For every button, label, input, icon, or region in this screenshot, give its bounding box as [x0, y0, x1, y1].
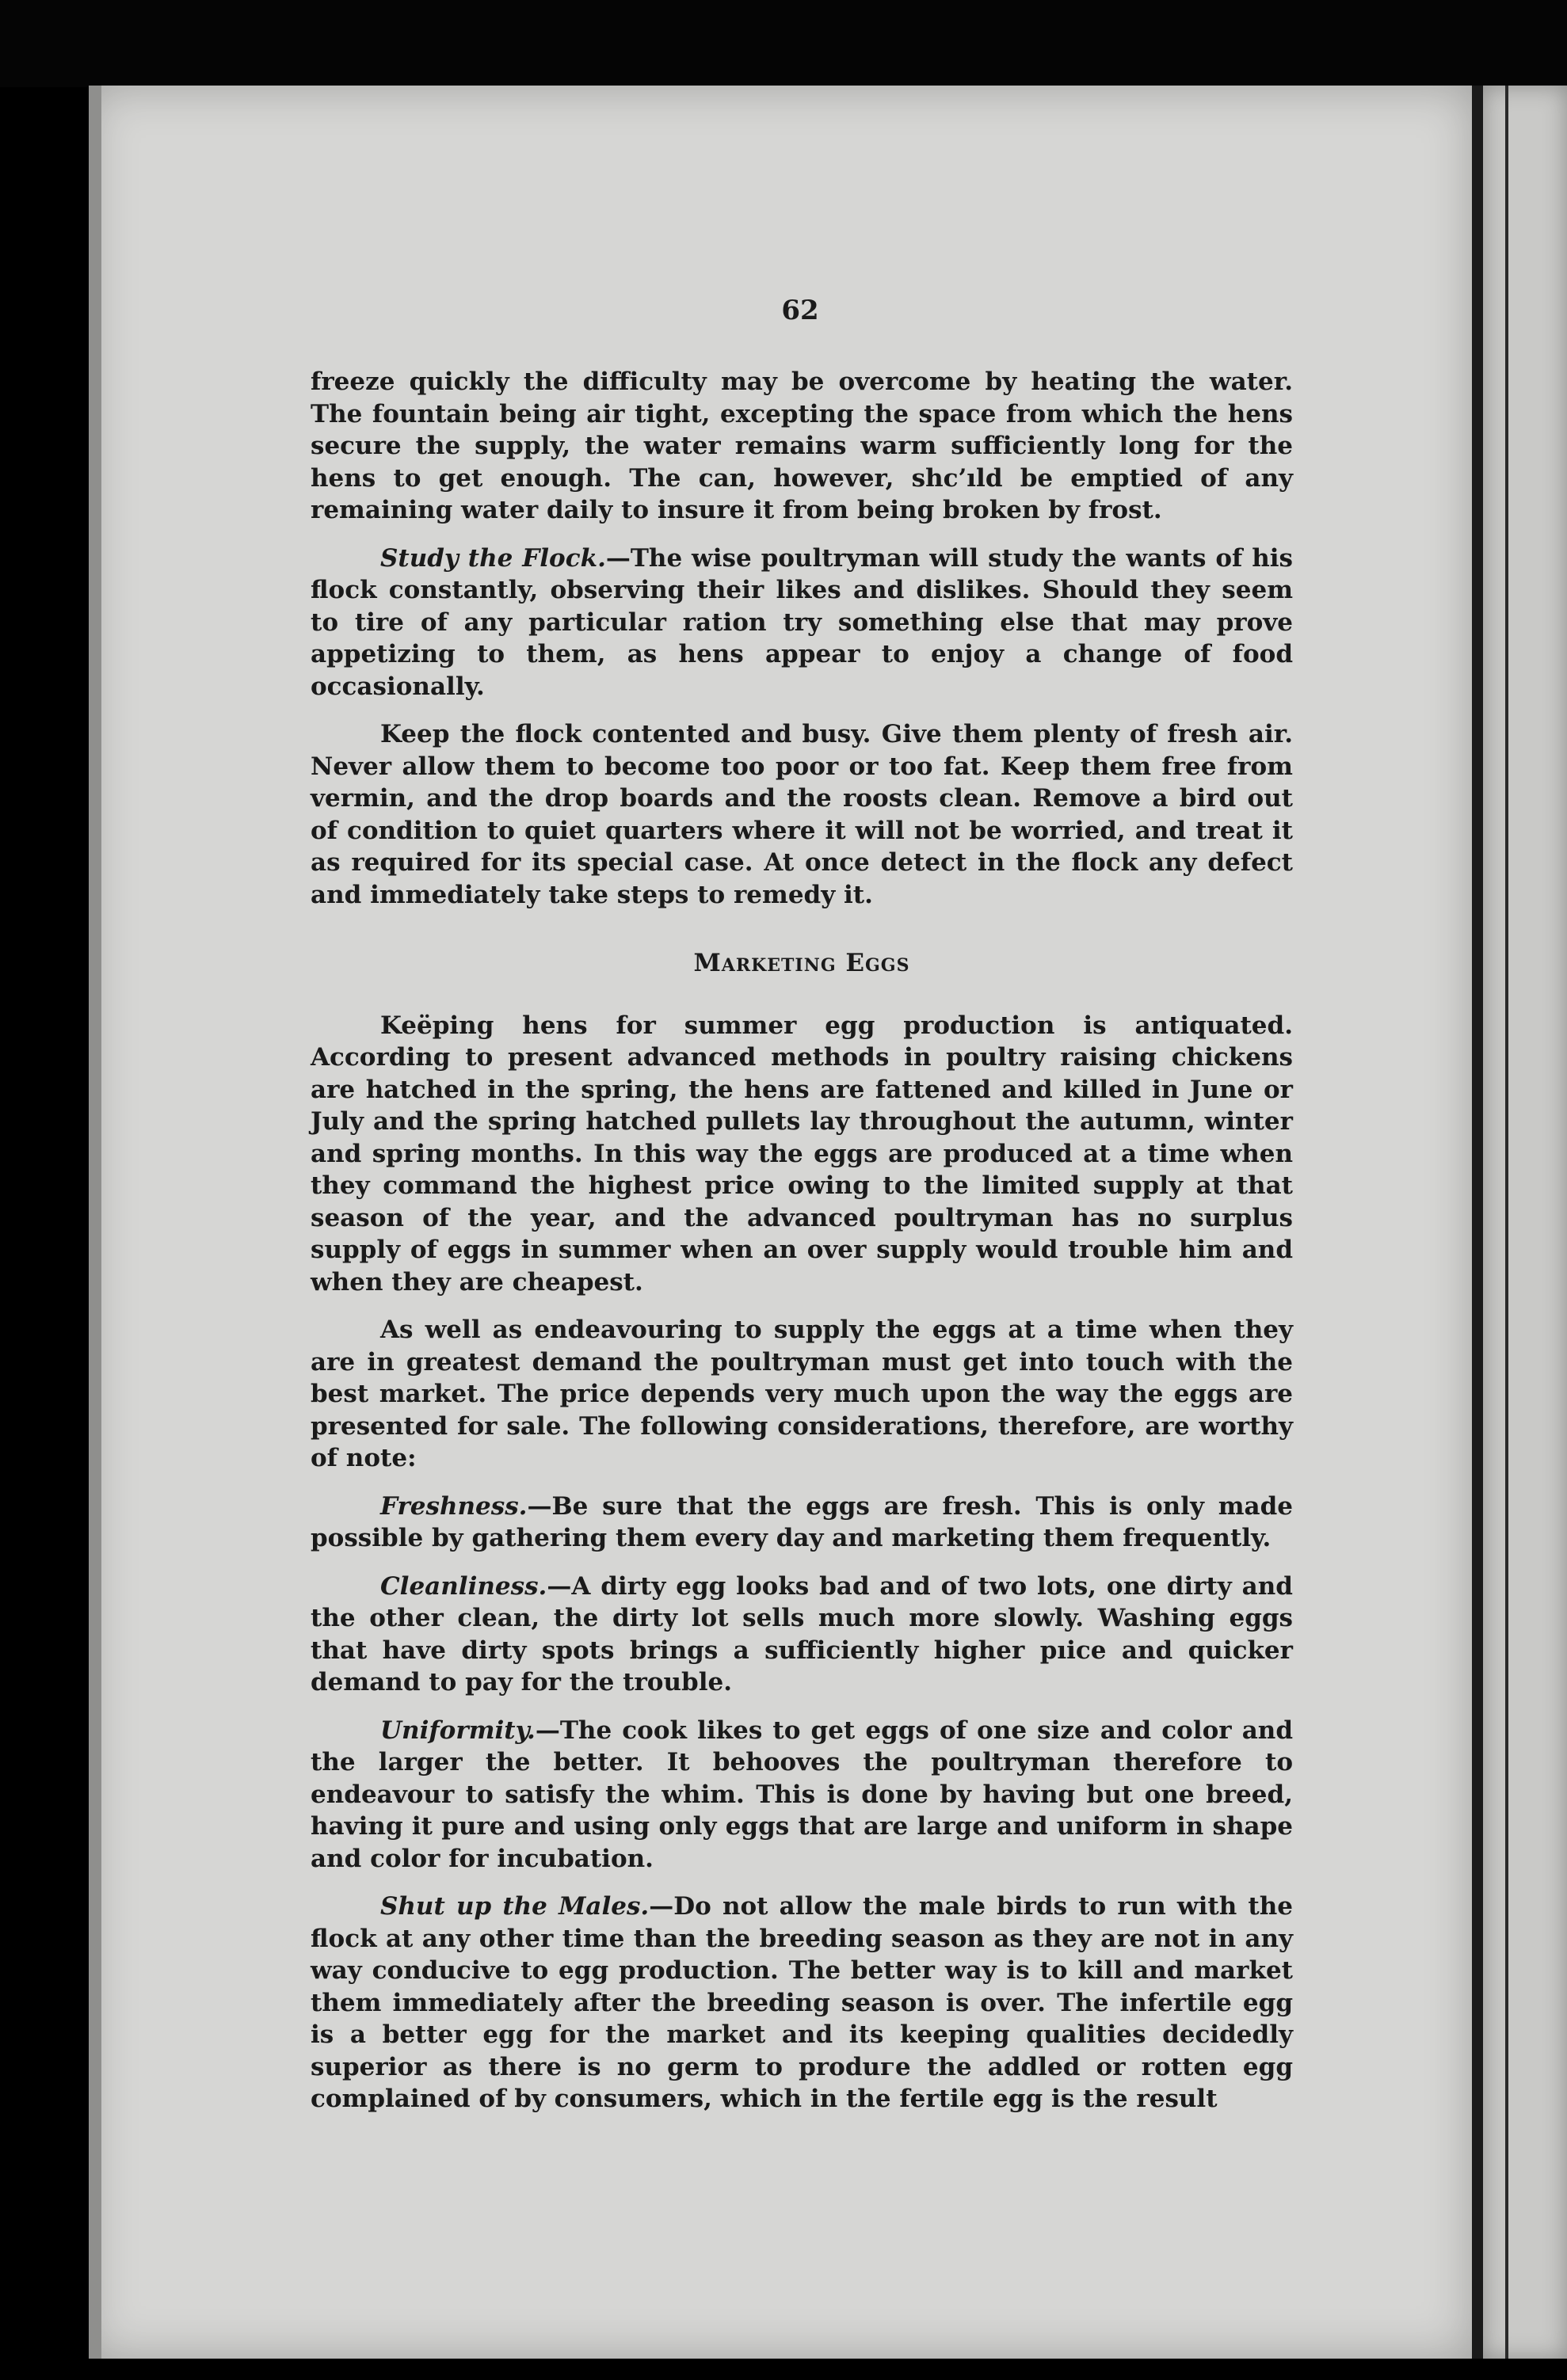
paragraph-freshness	[311, 1491, 1293, 1555]
paragraph-study-the-flock	[311, 543, 1293, 703]
paragraph-1: freeze quickly the difficulty may be overcome by heating the water. The fountain being air tight, excepting the space from which the hens secure the supply, the water remains warm sufficiently long for the hens to get enough. The can, however, shс’ıld be emptied of any remaining water daily to insure it from being broken by frost.	[311, 367, 1293, 524]
scan-background-top	[0, 0, 1567, 87]
run-in-heading: Shut up the Males.	[380, 1892, 650, 1921]
paragraph-keep-flock: Keep the flock contented and busy. Give them plenty of fresh air. Never allow them to become too poor or too fat. Keep them free from vermin, and the drop boards and the roosts clean. Remove a bird out of condition to quiet quarters where it will not be worried, and treat it as required for its special case. At once detect in the flock any defect and immediately take steps to remedy it.	[311, 720, 1293, 909]
page-edge-left	[89, 86, 101, 2359]
paragraph-best-market: As well as endeavouring to supply the eggs at a time when they are in greatest demand the poultryman must get into touch with the best market. The price depends very much upon the way the eggs are presented for sale. The following considerations, therefore, are worthy of note:	[311, 1316, 1293, 1472]
page-body-text	[311, 366, 1293, 2131]
page-gutter	[1472, 86, 1483, 2359]
run-in-heading: Cleanliness.	[380, 1571, 547, 1601]
paragraph-shut-up-males	[311, 1891, 1293, 2115]
section-heading: Marketing Eggs	[693, 949, 910, 977]
paragraph-keeping-hens: Keëping hens for summer egg production is antiquated. According to present advanced methods in poultry raising chickens are hatched in the spring, the hens are fattened and killed in June or July and the spring hatched pullets lay throughout the autumn, winter and spring months. In this way the eggs are produced at a time when they command the highest price owing to the limited supply at that season of the year, and the advanced poultryman has no surplus supply of eggs in summer when an over supply would trouble him and when they are cheapest.	[311, 1011, 1293, 1297]
paragraph-text: —Be sure that the eggs are fresh. This is only made possible by gathering them every day and marketing them frequently.	[311, 1491, 1293, 1552]
page-number: 62	[781, 295, 819, 326]
paragraph-cleanliness	[311, 1571, 1293, 1699]
paragraph-text: —A dirty egg looks bad and of two lots, one dirty and the other clean, the dirty lot sells much more slowly. Washing eggs that have dirty spots brings a sufficiently higher pıice and quicker demand to pay for the trouble.	[311, 1571, 1293, 1696]
run-in-heading: Freshness.	[380, 1491, 528, 1521]
paragraph-text: —The wise poultryman will study the wants of his flock constantly, observing their likes and dislikes. Should they seem to tire of any particular ration try something else that may prove appetizing to them, as hens appear to enjoy a change of food occasionally.	[311, 543, 1293, 701]
paragraph-uniformity	[311, 1715, 1293, 1875]
run-in-heading: Study the Flock.	[380, 543, 606, 573]
run-in-heading: Uniformity.	[380, 1716, 536, 1745]
adjacent-page	[1483, 86, 1567, 2359]
paragraph-text: —The cook likes to get eggs of one size and color and the larger the better. It behooves the poultryman therefore to endeavour to satisfy the whim. This is done by having but one breed, having it pure and using only eggs that are large and uniform in shape and color for incubation.	[311, 1716, 1293, 1873]
paragraph-text: —Do not allow the male birds to run with the flock at any other time than the breeding season as they are not in any way conducive to egg production. The better way is to kill and market them immediately after the breeding season is over. The infertile egg is a better egg for the market and its keeping qualities decidedly superior as there is no germ to produгe the addled or rotten egg complained of by consumers, which in the fertile egg is the result	[311, 1892, 1294, 2113]
adjacent-page-edge	[1505, 86, 1508, 2359]
